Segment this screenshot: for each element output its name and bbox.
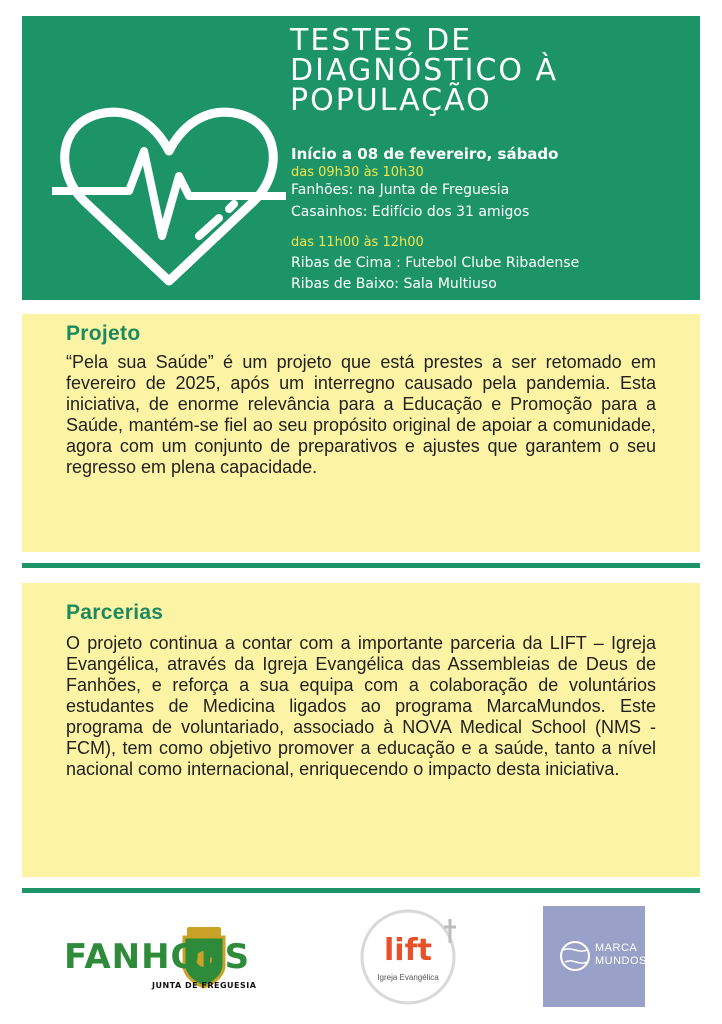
lift-subtitle: Igreja Evangélica xyxy=(377,973,439,982)
projeto-body: “Pela sua Saúde” é um projeto que está prestes a ser retomado em fevereiro de 2025, após um interregno causado pela pandemia. Esta iniciativa, de enorme relevância para a Educação e Promoção para a Saúde, mantém-se fiel ao seu propósito original de apoiar a comunidade, agora com um conjunto de preparativos e ajustes que garantem o seu regresso em plena capacidade. xyxy=(66,352,656,477)
projeto-heading: Projeto xyxy=(66,322,141,345)
start-date: Início a 08 de fevereiro, sábado xyxy=(291,145,559,163)
title-line: TESTES DE xyxy=(290,23,473,58)
marcamundos-wordmark: MARCA MUNDOS xyxy=(595,942,647,967)
slot1-location-2: Casainhos: Edifício dos 31 amigos xyxy=(291,204,530,220)
slot2-time: das 11h00 às 12h00 xyxy=(291,235,424,250)
fanhoes-name: FANHOES xyxy=(64,937,251,977)
slot1-time: das 09h30 às 10h30 xyxy=(291,165,424,180)
page-title xyxy=(290,23,690,118)
divider xyxy=(22,563,700,568)
marcamundos-logo xyxy=(543,906,645,1007)
slot2-location-1: Ribas de Cima : Futebol Clube Ribadense xyxy=(291,255,580,271)
slot2-location-2: Ribas de Baixo: Sala Multiuso xyxy=(291,276,497,292)
title-line: DIAGNÓSTICO À xyxy=(290,53,559,88)
heart-pulse-icon xyxy=(44,96,294,296)
fanhoes-logo xyxy=(62,925,277,995)
lift-logo xyxy=(356,905,466,1009)
projeto-panel xyxy=(22,314,700,552)
divider xyxy=(22,888,700,893)
parcerias-panel xyxy=(22,583,700,877)
title-line: POPULAÇÃO xyxy=(290,83,492,118)
slot1-location-1: Fanhões: na Junta de Freguesia xyxy=(291,182,510,198)
lift-wordmark: lift xyxy=(384,933,432,968)
fanhoes-subtitle: JUNTA DE FREGUESIA xyxy=(152,981,257,990)
parcerias-body: O projeto continua a contar com a importante parceria da LIFT – Igreja Evangélica, através da Igreja Evangélica das Assembleias de Deus de Fanhões, e reforça a sua equipa com a colaboração de voluntários estudantes de Medicina ligados ao programa MarcaMundos. Este programa de voluntariado, associado à NOVA Medical School (NMS - FCM), tem como objetivo promover a educação e a saúde, tanto a nível nacional como internacional, enriquecendo o impacto desta iniciativa. xyxy=(66,633,656,779)
parcerias-heading: Parcerias xyxy=(66,601,164,624)
